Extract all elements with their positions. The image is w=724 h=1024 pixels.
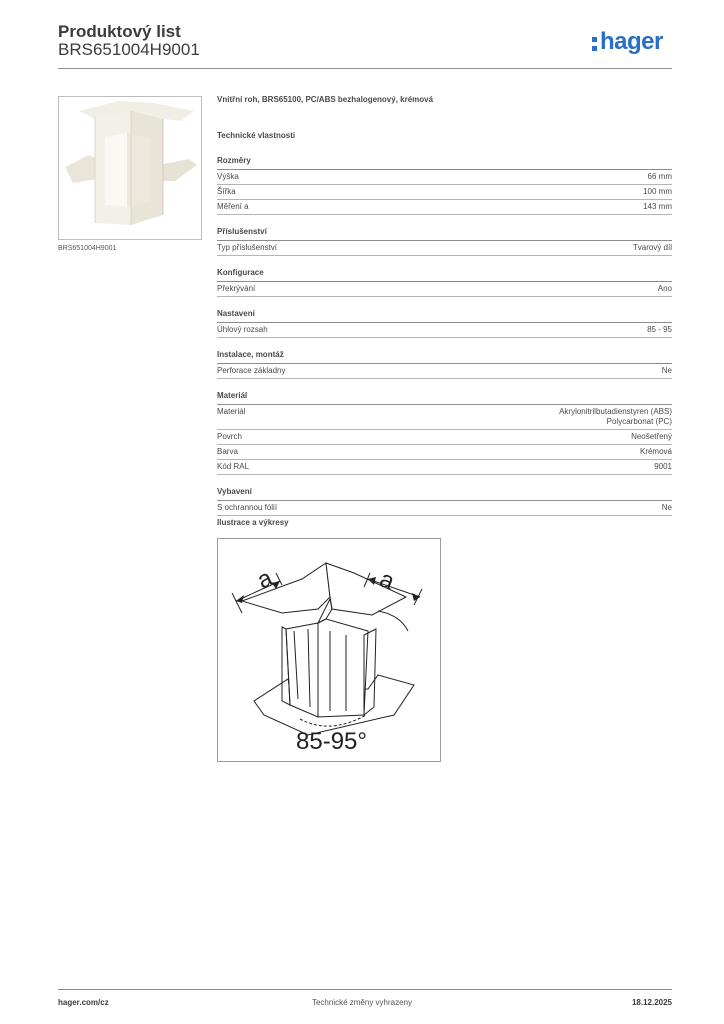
- product-description: Vnitřní roh, BRS65100, PC/ABS bezhalogenový, krémová: [217, 95, 434, 104]
- spec-label: Šířka: [217, 187, 236, 196]
- spec-row: [217, 430, 672, 445]
- footer-divider: [58, 989, 672, 990]
- product-code-heading: BRS651004H9001: [58, 40, 200, 59]
- spec-row: [217, 323, 672, 338]
- page-title: Produktový list: [58, 22, 181, 41]
- logo-text: hager: [600, 28, 663, 55]
- spec-section: [217, 391, 672, 475]
- footer-notice: Technické změny vyhrazeny: [311, 998, 413, 1007]
- spec-row: [217, 170, 672, 185]
- spec-row: [217, 241, 672, 256]
- spec-sections: [217, 156, 672, 516]
- footer-website-link[interactable]: hager.com/cz: [58, 998, 109, 1007]
- dimension-drawing: [217, 538, 441, 762]
- spec-value: Tvarový díl: [632, 243, 672, 252]
- spec-label: Typ příslušenství: [217, 243, 278, 252]
- section-title: Materiál: [217, 391, 672, 405]
- spec-section: [217, 156, 672, 215]
- spec-label: Materiál: [217, 407, 246, 416]
- spec-value: Ano: [657, 284, 672, 293]
- inner-corner-photo: [59, 97, 201, 239]
- footer-date: 18.12.2025: [631, 998, 672, 1007]
- hager-logo[interactable]: [592, 28, 663, 56]
- section-title: Příslušenství: [217, 227, 672, 241]
- spec-value: Ne: [661, 366, 672, 375]
- spec-row: [217, 405, 672, 430]
- spec-row: [217, 200, 672, 215]
- spec-row: [217, 501, 672, 516]
- spec-row: [217, 185, 672, 200]
- spec-value: Neošetřený: [631, 432, 672, 441]
- product-image-caption: BRS651004H9001: [58, 245, 117, 252]
- dimension-a-right-label: a: [375, 565, 399, 596]
- spec-label: Úhlový rozsah: [217, 325, 268, 334]
- section-title: Nastavení: [217, 309, 672, 323]
- spec-label: Povrch: [217, 432, 242, 441]
- spec-section: [217, 227, 672, 256]
- spec-label: Barva: [217, 447, 238, 456]
- spec-label: Kód RAL: [217, 462, 250, 471]
- spec-value: Krémová: [639, 447, 672, 456]
- header-divider: [58, 68, 672, 69]
- spec-section: [217, 309, 672, 338]
- section-title: Rozměry: [217, 156, 672, 170]
- spec-label: Měření a: [217, 202, 249, 211]
- spec-value: 66 mm: [647, 172, 672, 181]
- section-title: Konfigurace: [217, 268, 672, 282]
- spec-row: [217, 445, 672, 460]
- spec-row: [217, 364, 672, 379]
- illustration-title: Ilustrace a výkresy: [217, 518, 289, 527]
- inner-corner-drawing: [218, 539, 440, 761]
- spec-section: [217, 487, 672, 516]
- spec-section: [217, 350, 672, 379]
- spec-label: Výška: [217, 172, 239, 181]
- spec-value: Ne: [661, 503, 672, 512]
- spec-value: 9001: [654, 462, 672, 471]
- technical-properties-title: Technické vlastnosti: [217, 131, 296, 140]
- spec-label: S ochrannou fólií: [217, 503, 278, 512]
- spec-value: Akrylonitrilbutadienstyren (ABS) Polycarbonat (PC): [559, 407, 672, 426]
- spec-label: Překrývání: [217, 284, 256, 293]
- spec-value: 143 mm: [643, 202, 672, 211]
- technical-content: [217, 95, 672, 528]
- spec-row: [217, 460, 672, 475]
- logo-dots-icon: [592, 28, 598, 51]
- section-title: Instalace, montáž: [217, 350, 672, 364]
- spec-value: 85 - 95: [647, 325, 672, 334]
- spec-label: Perforace základny: [217, 366, 286, 375]
- dimension-a-left-label: a: [253, 564, 277, 595]
- spec-value: 100 mm: [643, 187, 672, 196]
- spec-section: [217, 268, 672, 297]
- section-title: Vybavení: [217, 487, 672, 501]
- product-image: [58, 96, 202, 240]
- angle-range-label: 85-95°: [296, 728, 367, 755]
- spec-row: [217, 282, 672, 297]
